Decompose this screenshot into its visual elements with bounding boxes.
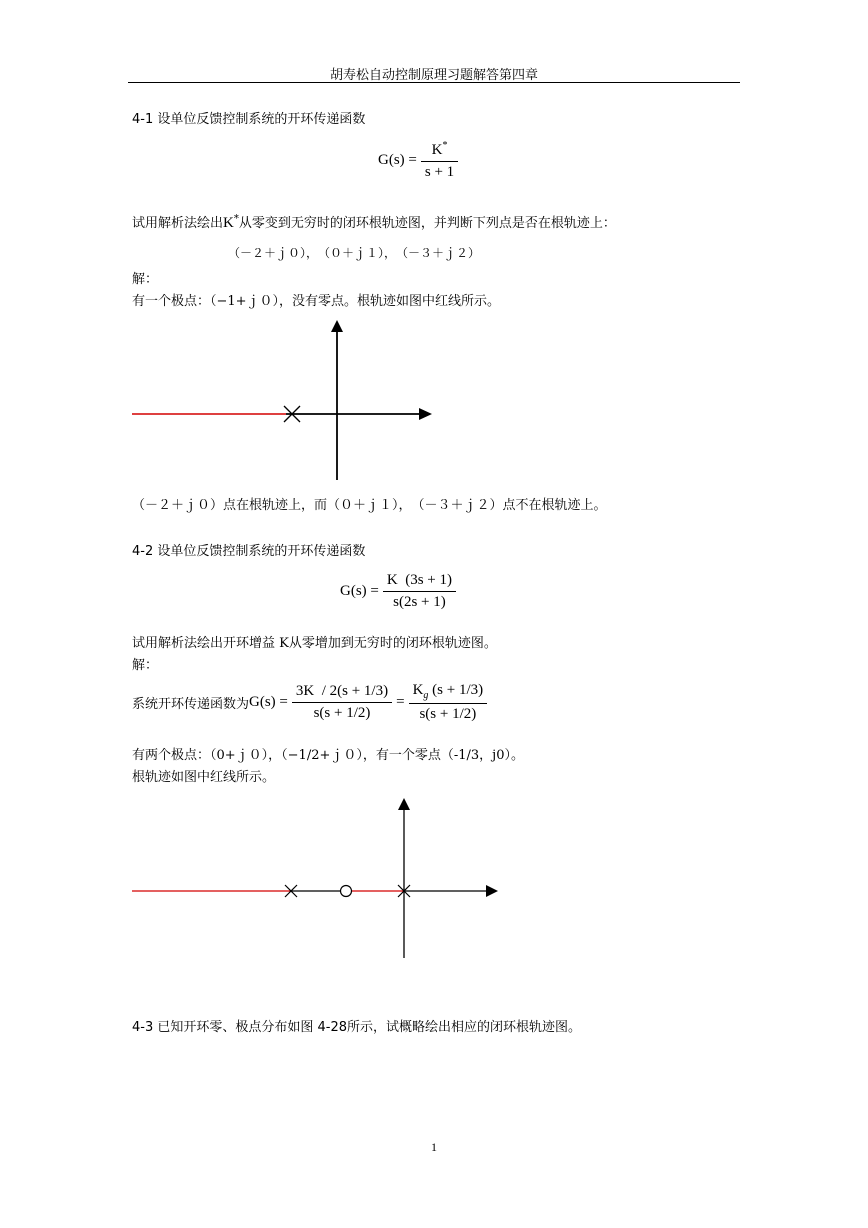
eq-denominator: s + 1 bbox=[424, 164, 455, 180]
eq2-fraction-1: $\frac{3K / 2(s + 1/3)}{s(s + 1/2)}$ bbox=[292, 683, 392, 722]
equation-4-2 bbox=[340, 572, 456, 611]
eq-fraction bbox=[421, 140, 458, 181]
problem-4-3-heading: 4-3 已知开环零、极点分布如图 4-28所示，试概略绘出相应的闭环根轨迹图。 bbox=[132, 1020, 582, 1035]
solution-label-1: 解： bbox=[132, 272, 159, 287]
test-points: （－２＋ｊ０）， （０＋ｊ１）， （－３＋ｊ２） bbox=[228, 246, 481, 260]
imag-axis-arrow-icon bbox=[331, 320, 343, 332]
problem-4-1-task: 试用解析法绘出K*从零变到无穷时的闭环根轨迹图，并判断下列点是否在根轨迹上： bbox=[132, 213, 616, 231]
eq-lhs: G(s) = bbox=[378, 152, 417, 168]
header-rule bbox=[128, 82, 740, 83]
root-locus-diagram-1 bbox=[128, 318, 438, 483]
equation-4-1 bbox=[378, 140, 458, 181]
poles-zeros-text: 有两个极点：（0+ｊ０），（−1/2+ｊ０），有一个零点（-1/3，j0）。 bbox=[132, 748, 524, 763]
zero-circle-icon bbox=[341, 886, 352, 897]
eq2-fraction-2: $\frac{K_g (s + 1/3)}{s(s + 1/2)}$ bbox=[409, 682, 488, 723]
equation-4-2-expanded: 系统开环传递函数为 G(s) = $\frac{3K / 2(s + 1/3)}{s(s + 1/2)}$ = $\frac{K_g (s + 1/3)}{s(s + 1/2)}$ bbox=[132, 682, 487, 723]
eq-denominator: s(2s + 1) bbox=[393, 594, 446, 610]
eq-numerator: K (3s + 1) bbox=[383, 572, 456, 592]
eq2-lhs: G(s) = bbox=[249, 694, 288, 710]
page-header: 胡寿松自动控制原理习题解答第四章 bbox=[329, 68, 538, 83]
real-axis-arrow-icon bbox=[419, 408, 432, 420]
eq-lhs: G(s) = bbox=[340, 583, 379, 599]
imag-axis-arrow-icon bbox=[398, 798, 410, 810]
eq-fraction bbox=[383, 572, 456, 611]
root-locus-diagram-2 bbox=[128, 794, 506, 962]
problem-4-2-heading: 4-2 设单位反馈控制系统的开环传递函数 bbox=[132, 544, 366, 559]
conclusion-4-1: （－２＋ｊ０）点在根轨迹上，而（０＋ｊ１）， （－３＋ｊ２）点不在根轨迹上。 bbox=[132, 498, 607, 513]
real-axis-arrow-icon bbox=[486, 885, 498, 897]
problem-4-2-task: 试用解析法绘出开环增益 K从零增加到无穷时的闭环根轨迹图。 bbox=[132, 636, 497, 651]
root-locus-text-2: 根轨迹如图中红线所示。 bbox=[132, 770, 276, 785]
solution-text-1: 有一个极点：（−1+ｊ０），没有零点。根轨迹如图中红线所示。 bbox=[132, 294, 501, 309]
problem-4-1-heading: 4-1 设单位反馈控制系统的开环传递函数 bbox=[132, 112, 366, 127]
eq-numerator: K* bbox=[421, 140, 458, 162]
page-number: 1 bbox=[431, 1140, 437, 1154]
solution-label-2: 解： bbox=[132, 658, 159, 673]
